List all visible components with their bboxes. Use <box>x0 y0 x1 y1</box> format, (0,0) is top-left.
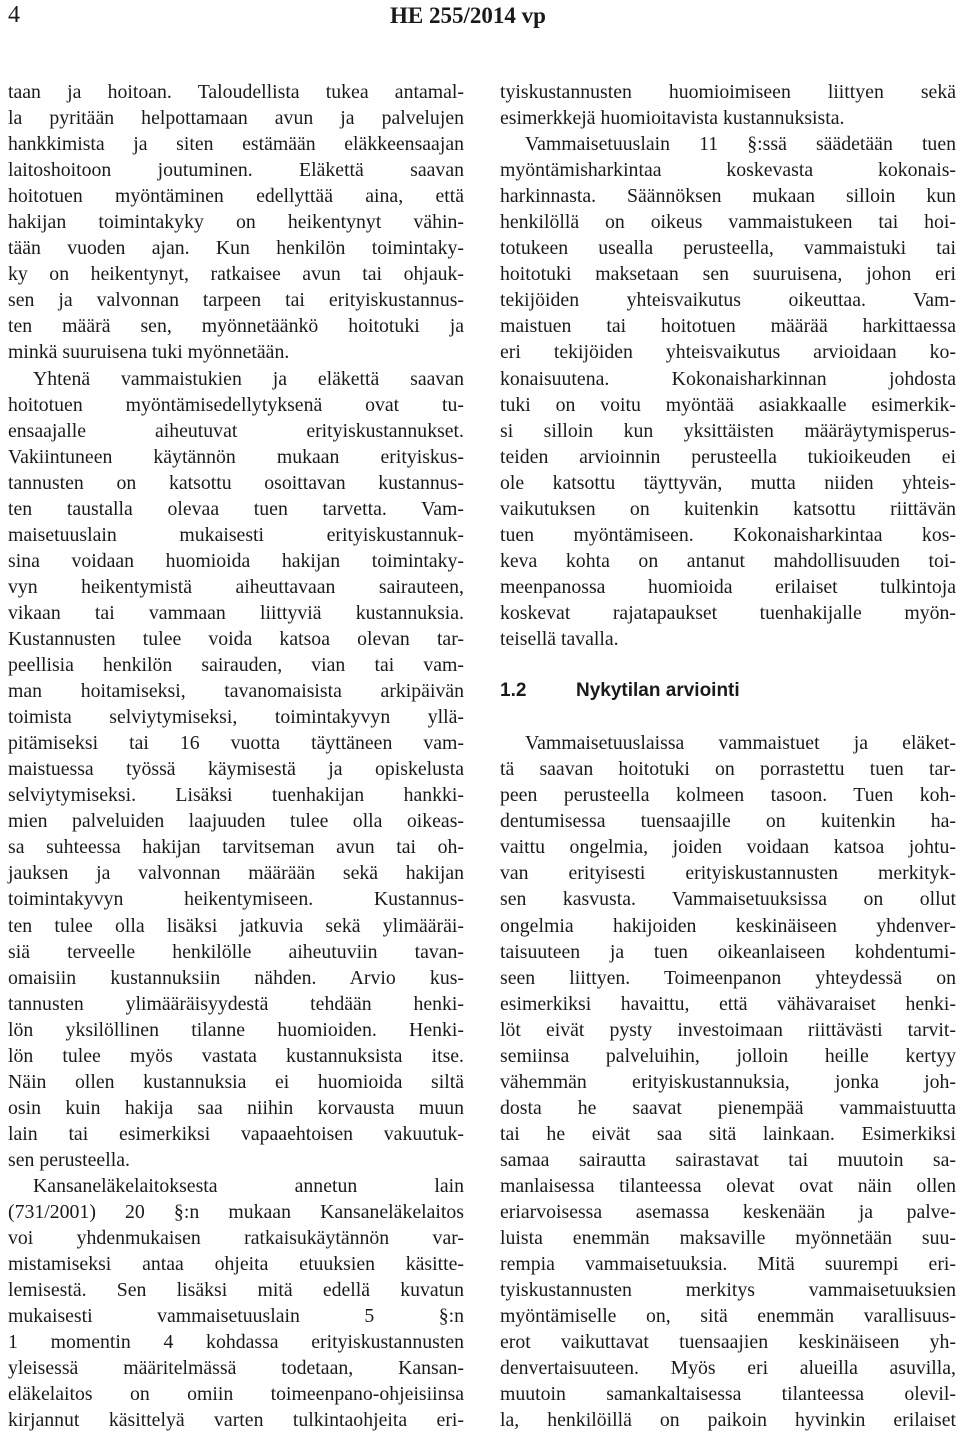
text-line: hoitotuen myöntämisedellytyksenä ovat tu- <box>8 393 464 416</box>
text-line: Yhtenä vammaistukien ja eläkettä saavan <box>33 367 464 390</box>
text-line: manlaisessa tilanteessa olevat ovat näin ollen <box>500 1174 956 1197</box>
text-line: si silloin kun yksittäisten määräytymisperus- <box>500 419 956 442</box>
text-line: 1 momentin 4 kohdassa erityiskustannusten <box>8 1331 464 1354</box>
text-line: myöntämisharkintaa koskevasta kokonais- <box>500 159 956 182</box>
text-line: vähemmän erityiskustannuksia, jonka joh- <box>500 1070 956 1093</box>
text-line: dosta he saavat pienempää vammaistuutta <box>500 1096 956 1119</box>
text-line: maistuen tai hoitotuen määrää harkittaessa <box>500 315 956 338</box>
text-line: hoitotuen myöntäminen edellyttää aina, että <box>8 185 464 208</box>
text-line: van erityisesti erityiskustannusten merkityk- <box>500 862 956 885</box>
text-line: henkilöllä on oikeus vammaistukeen tai hoi- <box>500 211 956 234</box>
text-line: dentumisessa tuensaajille on kuitenkin ha- <box>500 810 956 833</box>
text-line: vaikutuksen on kuitenkin katsottu riittävän <box>500 497 956 520</box>
text-line: seen liittyen. Toimeenpanon yhteydessä on <box>500 966 956 989</box>
text-line: samaa sairautta sairastavat tai muutoin sa- <box>500 1148 956 1171</box>
text-line: (731/2001) 20 §:n mukaan Kansaneläkelaitos <box>8 1201 464 1224</box>
text-line: yleisessä määritelmässä todetaan, Kansan- <box>8 1357 464 1380</box>
text-line: ongelmia hakijoiden keskinäiseen yhdenver- <box>500 914 956 937</box>
text-line: lemisestä. Sen lisäksi mitä edellä kuvatun <box>8 1279 464 1302</box>
left-text-column <box>8 79 464 1433</box>
text-line: lön yksilöllinen tilanne huomioiden. Henki- <box>8 1018 464 1041</box>
text-line: koskevat rajatapaukset tuenhakijalle myön- <box>500 601 956 624</box>
text-line: muutoin samankaltaisessa tilanteessa olevil- <box>500 1383 956 1406</box>
text-line: minkä suuruisena tuki myönnetään. <box>8 341 290 364</box>
document-id: HE 255/2014 vp <box>390 3 546 28</box>
text-line: eriarvoisessa asemassa keskenään ja palve- <box>500 1201 956 1224</box>
text-line: tyiskustannusten merkitys vammaisetuuksien <box>500 1279 956 1302</box>
text-line: semiinsa palveluihin, jolloin heille kertyy <box>500 1044 956 1067</box>
text-line: taisuuteen ja tuen oikeanlaiseen kohdentumi- <box>500 940 956 963</box>
right-column-paragraphs-1 <box>500 79 956 652</box>
text-line: esimerkiksi havaittu, että vähävaraiset henki- <box>500 992 956 1015</box>
spacer <box>500 652 956 678</box>
text-line: luista enemmän maksaville myönnetään suu- <box>500 1227 956 1250</box>
text-line: la pyritään helpottamaan avun ja palvelujen <box>8 107 464 130</box>
text-line: teisellä tavalla. <box>500 627 619 650</box>
text-line: tuen myöntämiseen. Kokonaisharkintaa kos- <box>500 523 956 546</box>
section-number: 1.2 <box>500 680 527 702</box>
text-line: ten taustalla olevaa tuen tarvetta. Vam- <box>8 497 464 520</box>
text-line: mien palveluiden laajuuden tulee olla oikeas- <box>8 810 464 833</box>
text-line: la, henkilöillä on paikoin hyvinkin erilaiset <box>500 1409 956 1432</box>
text-line: hakijan toimintakyky on heikentynyt vähin- <box>8 211 464 234</box>
text-line: myöntämiselle on, sitä enemmän varallisuus- <box>500 1305 956 1328</box>
text-line: löt eivät pysty investoimaan riittävästi tarvit- <box>500 1018 956 1041</box>
text-line: maisetuuslain mukaisesti erityiskustannuk- <box>8 523 464 546</box>
text-line: toimintakyvyn heikentymiseen. Kustannus- <box>8 888 464 911</box>
text-line: tekijöiden yhteisvaikutus oikeuttaa. Vam- <box>500 289 956 312</box>
right-text-column <box>500 79 956 1433</box>
text-line: laitoshoitoon joutuminen. Eläkettä saavan <box>8 159 464 182</box>
text-line: jauksen ja valvonnan määrään sekä hakijan <box>8 862 464 885</box>
text-line: tannusten on katsottu osoittavan kustannus- <box>8 471 464 494</box>
text-line: Vammaisetuuslain 11 §:ssä säädetään tuen <box>525 133 956 156</box>
text-line: eri tekijöiden yhteisvaikutus arvioidaan ko- <box>500 341 956 364</box>
page-number: 4 <box>8 2 20 28</box>
text-line: selviytymiseksi. Lisäksi tuenhakijan hankki- <box>8 784 464 807</box>
text-line: tuki on voitu myöntää asiakkaalle esimerkik- <box>500 393 956 416</box>
text-line: tään vuoden ajan. Kun henkilön toimintaky- <box>8 237 464 260</box>
text-line: erot vaikuttavat tuensaajien keskinäiseen yh- <box>500 1331 956 1354</box>
text-line: pitämiseksi tai 16 vuotta täyttäneen vam- <box>8 732 464 755</box>
section-heading <box>500 678 956 704</box>
text-line: osin kuin hakija saa niihin korvausta muun <box>8 1096 464 1119</box>
text-line: tannusten ylimääräisyydestä tehdään henki- <box>8 992 464 1015</box>
text-line: harkinnasta. Säännöksen mukaan silloin kun <box>500 185 956 208</box>
text-line: Kansaneläkelaitoksesta annetun lain <box>33 1174 464 1197</box>
text-line: voi yhdenmukaisen ratkaisukäytännön var- <box>8 1227 464 1250</box>
text-line: tä saavan hoitotuki on porrastettu tuen tar- <box>500 758 956 781</box>
text-line: vaittu ongelmia, joiden voidaan katsoa johtu- <box>500 836 956 859</box>
text-line: totukeen usealla perusteella, vammaistuki tai <box>500 237 956 260</box>
right-column-paragraphs-2 <box>500 730 956 1433</box>
text-line: mistamiseksi antaa ohjeita etuuksien käsitte- <box>8 1253 464 1276</box>
text-line: lain tai esimerkiksi vapaaehtoisen vakuutuk- <box>8 1122 464 1145</box>
text-line: ole katsottu täyttyvän, mutta niiden yhteis- <box>500 471 956 494</box>
text-line: ten tulee olla lisäksi jatkuvia sekä ylimääräi- <box>8 914 464 937</box>
text-line: siä terveelle henkilölle aiheutuviin tavan- <box>8 940 464 963</box>
text-line: sen kasvusta. Vammaisetuuksissa on ollut <box>500 888 956 911</box>
text-line: teiden arvioinnin perusteella tukioikeuden ei <box>500 445 956 468</box>
text-line: Vakiintuneen käytännön mukaan erityiskus- <box>8 445 464 468</box>
text-line: maistuessa työssä käymisestä ja opiskelusta <box>8 758 464 781</box>
text-line: denvertaisuuteen. Myös eri alueilla asuvilla, <box>500 1357 956 1380</box>
text-line: taan ja hoitoan. Taloudellista tukea antamal- <box>8 81 464 103</box>
text-line: vikaan tai vammaan liittyviä kustannuksia. <box>8 601 464 624</box>
text-line: keva kohta on antanut mahdollisuuden toi- <box>500 549 956 572</box>
text-line: ky on heikentynyt, ratkaisee avun tai ohjauk- <box>8 263 464 286</box>
text-line: Vammaisetuuslaissa vammaistuet ja eläket- <box>525 732 956 755</box>
text-line: esimerkkejä huomioitavista kustannuksista. <box>500 107 845 130</box>
text-line: man hoitamiseksi, tavanomaisista arkipäivän <box>8 680 464 703</box>
text-line: peen perusteella kolmeen tasoon. Tuen koh- <box>500 784 956 807</box>
text-line: lön tulee myös vastata kustannuksista itse. <box>8 1044 464 1067</box>
text-line: tai he eivät saa sitä lainkaan. Esimerkiksi <box>500 1122 956 1145</box>
text-line: rempia vammaisetuuksia. Mitä suurempi eri- <box>500 1253 956 1276</box>
text-line: peellisia henkilön sairauden, vian tai vam- <box>8 654 464 677</box>
text-line: ensaajalle aiheutuvat erityiskustannukset. <box>8 419 464 442</box>
text-line: hoitotuki maksetaan sen suuruisena, johon eri <box>500 263 956 286</box>
text-line: sen ja valvonnan tarpeen tai erityiskustannus- <box>8 289 464 312</box>
text-line: konaisuutena. Kokonaisharkinnan johdosta <box>500 367 956 390</box>
text-line: omaisiin kustannuksiin nähden. Arvio kus- <box>8 966 464 989</box>
text-line: sa suhteessa hakijan tarvitseman avun tai oh- <box>8 836 464 859</box>
text-line: sina voidaan huomioida hakijan toimintaky- <box>8 549 464 572</box>
text-line: hankkimista ja siten estämään eläkkeensaajan <box>8 133 464 156</box>
text-line: meenpanossa huomioida erilaiset tulkintoja <box>500 575 956 598</box>
text-line: vyn heikentymistä aiheuttavaan sairauteen, <box>8 575 464 598</box>
text-line: Näin ollen kustannuksia ei huomioida siltä <box>8 1070 464 1093</box>
text-line: ten määrä sen, myönnetäänkö hoitotuki ja <box>8 315 464 338</box>
text-line: mukaisesti vammaisetuuslain 5 §:n <box>8 1305 464 1328</box>
text-line: tyiskustannusten huomioimiseen liittyen sekä <box>500 81 956 103</box>
spacer <box>500 704 956 730</box>
text-line: toimista selviytymiseksi, toimintakyvyn yllä- <box>8 706 464 729</box>
text-line: sen perusteella. <box>8 1148 130 1171</box>
text-line: eläkelaitos on omiin toimeenpano-ohjeisiinsa <box>8 1383 464 1406</box>
text-line: kirjannut käsittelyä varten tulkintaohjeita eri- <box>8 1409 464 1432</box>
page-header <box>0 0 960 40</box>
section-title: Nykytilan arviointi <box>576 680 740 702</box>
text-line: Kustannusten tulee voida katsoa olevan tar- <box>8 627 464 650</box>
